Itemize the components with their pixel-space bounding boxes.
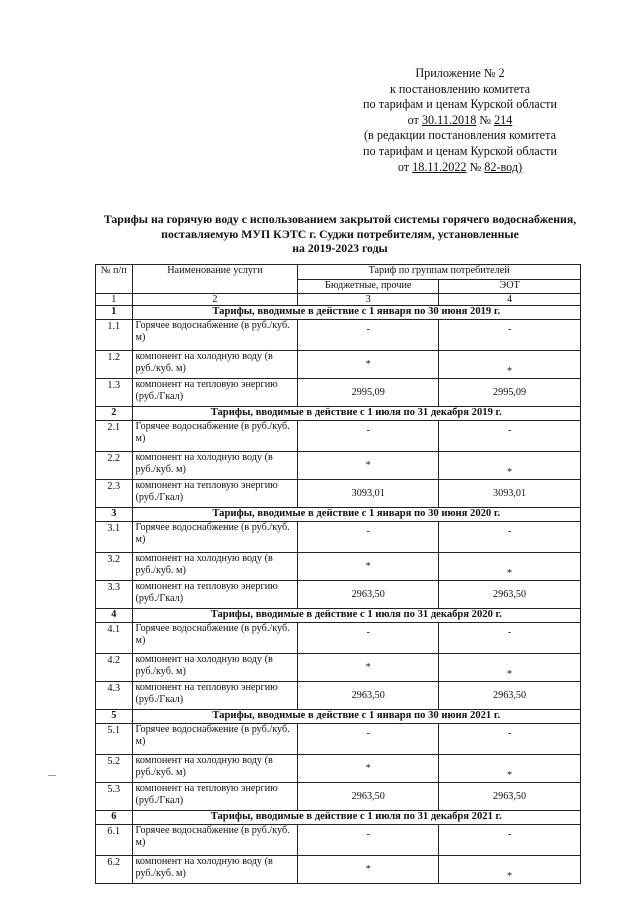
budget-tariff: - — [298, 522, 439, 553]
section-row — [96, 306, 581, 320]
service-name: компонент на холодную воду (в руб./куб. м) — [132, 351, 298, 379]
eot-tariff: - — [439, 724, 581, 755]
table-row — [96, 452, 581, 480]
eot-tariff: 2995,09 — [439, 379, 581, 407]
table-row — [96, 783, 581, 811]
budget-tariff: 2963,50 — [298, 783, 439, 811]
service-name: Горячее водоснабжение (в руб./куб. м) — [132, 320, 298, 351]
section-number: 2 — [96, 407, 133, 421]
budget-tariff: * — [298, 553, 439, 581]
service-name: компонент на тепловую энергию (руб./Гкал) — [132, 783, 298, 811]
resolution-ref: от 30.11.2018 № 214 — [407, 112, 513, 127]
eot-tariff: - — [439, 623, 581, 654]
budget-tariff: 2963,50 — [298, 581, 439, 609]
column-number: 1 — [96, 294, 133, 306]
section-number: 3 — [96, 508, 133, 522]
section-number: 4 — [96, 609, 133, 623]
budget-tariff: - — [298, 320, 439, 351]
table-row — [96, 856, 581, 884]
table-row — [96, 553, 581, 581]
table-row — [96, 623, 581, 654]
service-name: компонент на тепловую энергию (руб./Гкал) — [132, 581, 298, 609]
column-numbers-row — [96, 294, 581, 306]
budget-tariff: 2995,09 — [298, 379, 439, 407]
table-row — [96, 755, 581, 783]
section-title: Тарифы, вводимые в действие с 1 января по 30 июня 2020 г. — [132, 508, 581, 522]
budget-tariff: - — [298, 724, 439, 755]
table-row — [96, 825, 581, 856]
service-name: компонент на холодную воду (в руб./куб. м) — [132, 553, 298, 581]
budget-tariff: - — [298, 623, 439, 654]
service-name: компонент на холодную воду (в руб./куб. м) — [132, 755, 298, 783]
column-number: 2 — [132, 294, 298, 306]
column-number: 4 — [439, 294, 581, 306]
row-number: 6.2 — [96, 856, 133, 884]
eot-tariff: - — [439, 522, 581, 553]
service-name: Горячее водоснабжение (в руб./куб. м) — [132, 825, 298, 856]
eot-tariff: * — [439, 654, 581, 682]
section-row — [96, 407, 581, 421]
service-name: компонент на холодную воду (в руб./куб. м) — [132, 856, 298, 884]
row-number: 2.3 — [96, 480, 133, 508]
budget-tariff: 3093,01 — [298, 480, 439, 508]
table-row — [96, 654, 581, 682]
document-title — [60, 212, 620, 256]
budget-tariff: * — [298, 654, 439, 682]
header-line: по тарифам и ценам Курской области — [363, 97, 557, 112]
eot-tariff: * — [439, 452, 581, 480]
section-number: 6 — [96, 811, 133, 825]
appendix-title: Приложение № 2 — [415, 66, 505, 80]
eot-tariff: 3093,01 — [439, 480, 581, 508]
row-number: 2.1 — [96, 421, 133, 452]
table-row — [96, 522, 581, 553]
service-name: компонент на тепловую энергию (руб./Гкал) — [132, 480, 298, 508]
row-number: 3.3 — [96, 581, 133, 609]
table-header-row — [96, 265, 581, 280]
header-line: по тарифам и ценам Курской области — [363, 143, 557, 158]
table-row — [96, 320, 581, 351]
row-number: 2.2 — [96, 452, 133, 480]
section-row — [96, 811, 581, 825]
tariff-table — [95, 264, 581, 884]
eot-tariff: * — [439, 553, 581, 581]
eot-tariff: 2963,50 — [439, 581, 581, 609]
row-number: 1.3 — [96, 379, 133, 407]
section-title: Тарифы, вводимые в действие с 1 января по 30 июня 2021 г. — [132, 710, 581, 724]
budget-tariff: * — [298, 351, 439, 379]
amendment-date: 18.11.2022 — [412, 159, 467, 174]
col-header-eot: ЭОТ — [439, 279, 581, 294]
budget-tariff: * — [298, 755, 439, 783]
col-header-group: Тариф по группам потребителей — [298, 265, 581, 280]
service-name: Горячее водоснабжение (в руб./куб. м) — [132, 623, 298, 654]
budget-tariff: 2963,50 — [298, 682, 439, 710]
section-title: Тарифы, вводимые в действие с 1 июля по 31 декабря 2019 г. — [132, 407, 581, 421]
title-line: Тарифы на горячую воду с использованием закрытой системы горячего водоснабжения, — [103, 212, 577, 226]
table-row — [96, 421, 581, 452]
table-row — [96, 682, 581, 710]
table-row — [96, 351, 581, 379]
budget-tariff: - — [298, 825, 439, 856]
resolution-number: 214 — [494, 112, 513, 127]
margin-mark — [48, 775, 56, 776]
eot-tariff: - — [439, 825, 581, 856]
section-number: 5 — [96, 710, 133, 724]
section-title: Тарифы, вводимые в действие с 1 января по 30 июня 2019 г. — [132, 306, 581, 320]
col-header-num: № п/п — [96, 265, 133, 294]
section-number: 1 — [96, 306, 133, 320]
service-name: компонент на холодную воду (в руб./куб. м) — [132, 452, 298, 480]
service-name: Горячее водоснабжение (в руб./куб. м) — [132, 421, 298, 452]
section-title: Тарифы, вводимые в действие с 1 июля по 31 декабря 2020 г. — [132, 609, 581, 623]
section-row — [96, 609, 581, 623]
budget-tariff: * — [298, 856, 439, 884]
resolution-date: 30.11.2018 — [421, 112, 477, 127]
col-header-budget: Бюджетные, прочие — [298, 279, 439, 294]
row-number: 5.2 — [96, 755, 133, 783]
section-row — [96, 508, 581, 522]
table-row — [96, 581, 581, 609]
eot-tariff: 2963,50 — [439, 783, 581, 811]
section-title: Тарифы, вводимые в действие с 1 июля по 31 декабря 2021 г. — [132, 811, 581, 825]
eot-tariff: - — [439, 320, 581, 351]
eot-tariff: * — [439, 351, 581, 379]
column-number: 3 — [298, 294, 439, 306]
service-name: компонент на тепловую энергию (руб./Гкал) — [132, 379, 298, 407]
eot-tariff: * — [439, 755, 581, 783]
service-name: Горячее водоснабжение (в руб./куб. м) — [132, 522, 298, 553]
row-number: 4.2 — [96, 654, 133, 682]
service-name: Горячее водоснабжение (в руб./куб. м) — [132, 724, 298, 755]
eot-tariff: 2963,50 — [439, 682, 581, 710]
amendment-number: 82-вод) — [484, 159, 523, 174]
row-number: 1.2 — [96, 351, 133, 379]
table-row — [96, 379, 581, 407]
budget-tariff: * — [298, 452, 439, 480]
eot-tariff: * — [439, 856, 581, 884]
row-number: 3.1 — [96, 522, 133, 553]
service-name: компонент на тепловую энергию (руб./Гкал) — [132, 682, 298, 710]
document-header — [330, 66, 590, 175]
service-name: компонент на холодную воду (в руб./куб. м) — [132, 654, 298, 682]
eot-tariff: - — [439, 421, 581, 452]
title-line: поставляемую МУП КЭТС г. Суджи потребителям, установленные — [161, 226, 519, 241]
row-number: 5.1 — [96, 724, 133, 755]
title-line: на 2019-2023 годы — [292, 241, 388, 255]
amendment-ref: от 18.11.2022 № 82-вод) — [397, 159, 523, 174]
budget-tariff: - — [298, 421, 439, 452]
row-number: 3.2 — [96, 553, 133, 581]
section-row — [96, 710, 581, 724]
row-number: 5.3 — [96, 783, 133, 811]
header-line: к постановлению комитета — [389, 81, 531, 96]
row-number: 6.1 — [96, 825, 133, 856]
row-number: 4.1 — [96, 623, 133, 654]
table-row — [96, 480, 581, 508]
header-line: (в редакции постановления комитета — [364, 128, 556, 143]
table-row — [96, 724, 581, 755]
row-number: 1.1 — [96, 320, 133, 351]
row-number: 4.3 — [96, 682, 133, 710]
col-header-name: Наименование услуги — [132, 265, 298, 294]
